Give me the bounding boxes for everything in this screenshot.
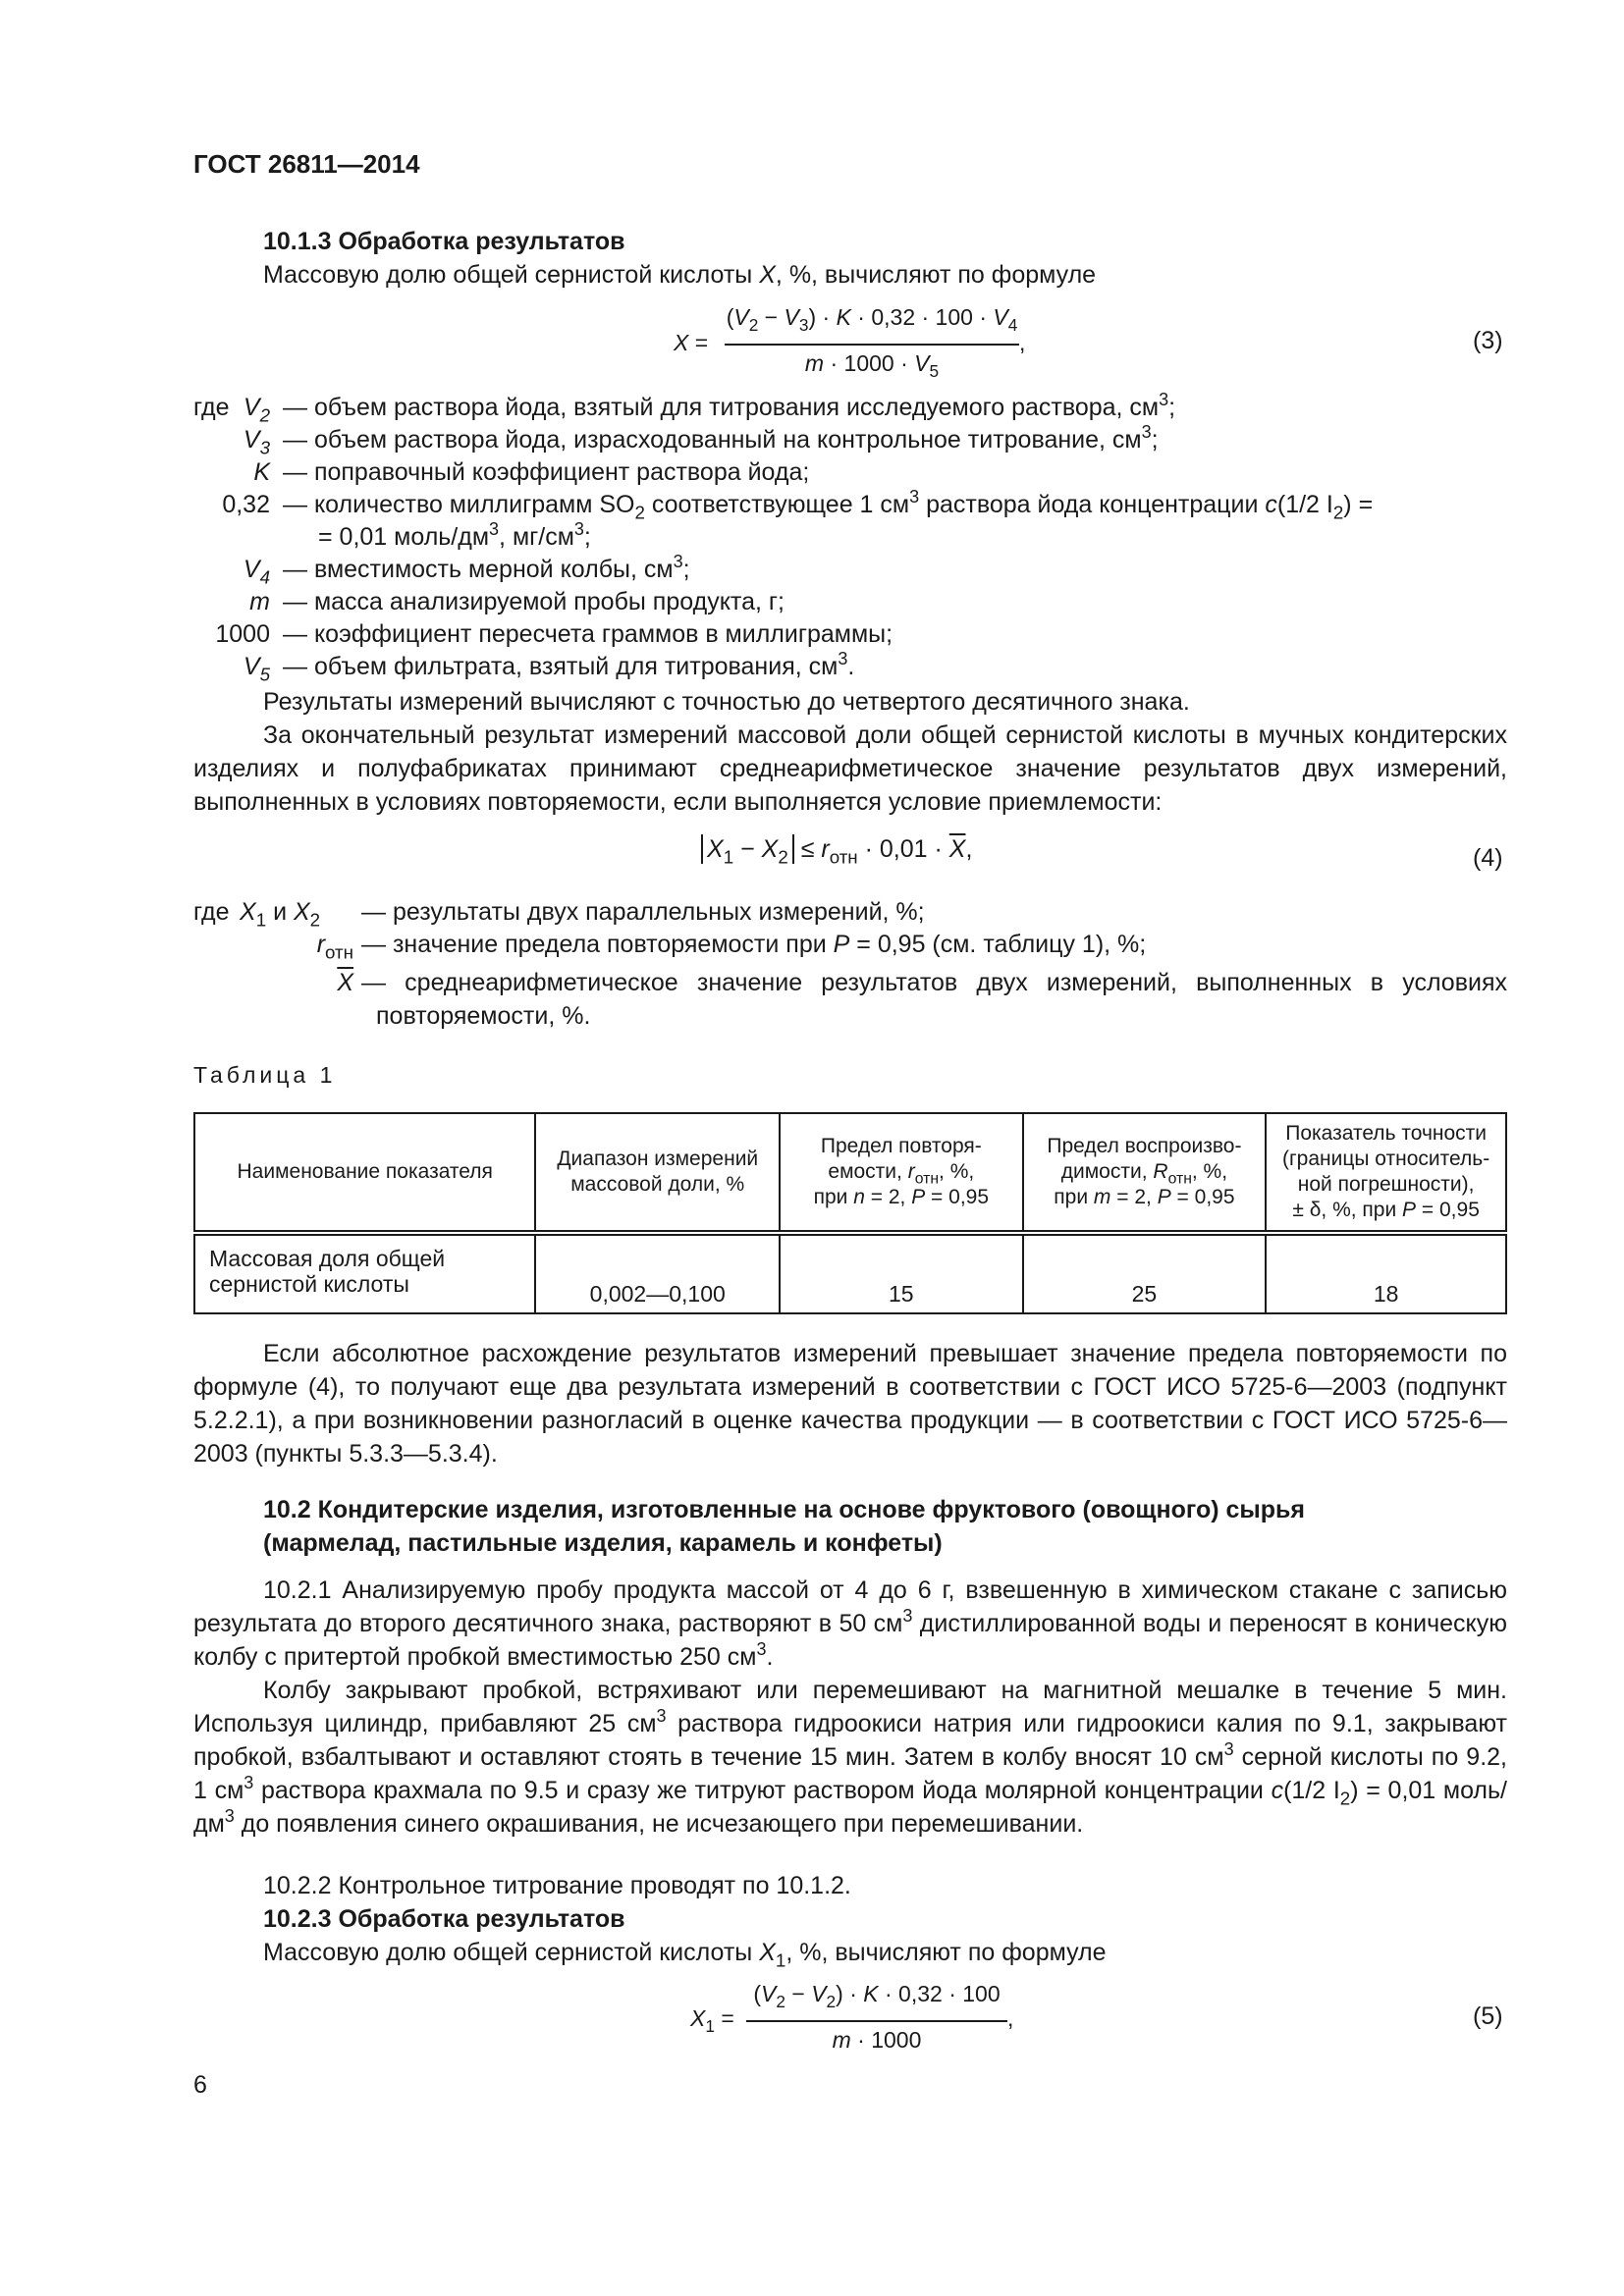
legend-item: — значение предела повторяемости при P = 0,95 (см. таблицу 1), %; (361, 931, 1147, 958)
section-heading-10-2: 10.2 Кондитерские изделия, изготовленные на основе фруктового (овощного) сырья (263, 1496, 1305, 1523)
table-row (194, 1233, 1506, 1313)
results-table (193, 1112, 1507, 1314)
legend-item: — результаты двух параллельных измерений, %; (361, 898, 925, 926)
where-word-4: где (193, 898, 230, 926)
page-number: 6 (193, 2071, 207, 2099)
equation-number-4: (4) (1473, 844, 1503, 872)
paragraph-shaking: Колбу закрывают пробкой, встряхивают или перемешивают на магнитной мешалке в течение 5 мин. Используя цилиндр, прибавляют 25 $см^3$ раствора гидроокиси натрия или гидроокиси калия по 9.1, закрывают пробкой, взбалтывают и оставляют стоять в течение 15 мин. Затем в колбу вносят 10 $см^3$ серной кислоты по 9.2, 1 $см^3$ раствора крахмала по 9.5 и сразу же титруют раствором йода молярной концентрации c(1/2 $I_2) = 0,01$ моль/$дм^3$ до появления синего окрашивания, не исчезающего при перемешивании. (193, 1677, 1507, 1838)
section-heading-10-1-3: 10.1.3 Обработка результатов (263, 228, 625, 255)
legend-item: — объем раствора йода, израсходованный на контрольное титрование, $см^3$; (283, 422, 1159, 454)
table-cell-repeatability: 15 (780, 1233, 1023, 1313)
legend-item: — объем раствора йода, взятый для титрования исследуемого раствора, $см^3$; (283, 390, 1176, 421)
legend-symbol: $\overline{X}$ (337, 969, 353, 996)
section-heading-10-2-3: 10.2.3 Обработка результатов (263, 1905, 625, 1933)
legend-item-continuation: = 0,01 моль/$дм^3$, $мг/см^3$; (318, 519, 591, 551)
legend-item: — среднеарифметическое значение результатов двух измерений, выполненных в условиях (361, 969, 1507, 996)
formula-5-intro: Массовую долю общей сернистой кислоты $X_1$, %, вычисляют по формуле (263, 1939, 1107, 1971)
table-cell-accuracy: 18 (1266, 1233, 1506, 1313)
legend-symbol: $V_5$ (243, 653, 270, 685)
legend-symbol: $V_2$ (243, 394, 270, 426)
paragraph-10-2-2: 10.2.2 Контрольное титрование проводят по 10.1.2. (263, 1872, 851, 1899)
table-header-row (194, 1113, 1506, 1233)
legend-item: — количество миллиграмм $SO_2$ соответствующее 1 $см^3$ раствора йода концентрации c(1/2 $I_2$) = (283, 487, 1374, 523)
table-cell-name: Массовая доля общей сернистой кислоты (194, 1233, 535, 1313)
legend-item: — объем фильтрата, взятый для титрования, $см^3$. (283, 649, 855, 680)
legend-symbol: $X_1$ и $X_2$ (240, 898, 321, 931)
final-result-paragraph: За окончательный результат измерений массовой доли общей сернистой кислоты в мучных кондитерских изделиях и полуфабрикатах принимают среднеарифметическое значение результатов двух измерений, выполненных в условиях повторяемости, если выполняется условие приемлемости: (193, 721, 1507, 816)
legend-symbol: 0,32 (222, 491, 270, 518)
column-header: Показатель точности (границы относитель- ной погрешности), ± δ, %, при P = 0,95 (1266, 1113, 1506, 1233)
column-header: Предел повторя- емости, $r_{отн}$, %, при n = 2, P = 0,95 (780, 1113, 1023, 1233)
equation-number-3: (3) (1473, 327, 1503, 354)
legend-item: — масса анализируемой пробы продукта, г; (283, 588, 785, 615)
table-caption: Таблица 1 (193, 1062, 337, 1088)
legend-item-continuation: повторяемости, %. (376, 1002, 591, 1030)
table-cell-range: 0,002—0,100 (535, 1233, 780, 1313)
equation-number-5: (5) (1473, 2002, 1503, 2030)
legend-item: — вместимость мерной колбы, $см^3$; (283, 552, 690, 583)
accuracy-paragraph: Результаты измерений вычисляют с точностью до четвертого десятичного знака. (263, 688, 1190, 716)
legend-symbol: $V_3$ (243, 426, 270, 458)
divergence-paragraph: Если абсолютное расхождение результатов измерений превышает значение предела повторяемости по формуле (4), то получают еще два результата измерений в соответствии с ГОСТ ИСО 5725-6—2003 (подпункт 5.2.2.1), а при возникновении разногласий в оценке качества продукции — в соответствии с ГОСТ ИСО 5725-6—2003 (пункты 5.3.3—5.3.4). (193, 1340, 1507, 1468)
legend-symbol: K (253, 458, 270, 486)
column-header: Наименование показателя (194, 1113, 535, 1233)
document-page: ГОСТ 26811—2014 10.1.3 Обработка результатов Массовую долю общей сернистой кислоты X, %, вычисляют по формуле X = $(V_2 - V_3) \cdot K \cdot 0,32 \cdot 100 \cdot V_4$ $m \cdot 1000 \cdot V_5$ , (3) где $V_2$ — объем раствора йода, взятый для титрования исследуемого раствора, $см^3$; $V_3$ — объем раствора йода, израсходованный на контрольное титрование, $см^3$; K — поправочный коэффициент раствора йода; 0,32 — количество миллиграмм $SO_2$ соответствующее 1 $см^3$ раствора йода концентрации c(1/2 $I_2$) = = 0,01 моль/$дм^3$, $мг/см^3$; $V_4$ — вместимость мерной колбы, $см^3$; m — масса анализируемой пробы продукта, г; 1000 — коэффициент пересчета граммов в миллиграммы; $V_5$ — объем фильтрата, взятый для титрования, $см^3$. Результаты измерений вычисляют с точностью до четвертого десятичного знака. За окончательный результат измерений массовой доли общей сернистой кислоты в мучных кондитерских изделиях и полуфабрикатах принимают среднеарифметическое значение результатов двух измерений, выполненных в условиях повторяемости, если выполняется условие приемлемости: $X_1 - X_2 \le r_{отн} \cdot 0,01 \cdot \overline{X}$, (4) где $X_1$ и $X_2$ — результаты двух параллельных измерений, %; $r_{отн}$ — значение предела повторяемости при P = 0,95 (см. таблицу 1), %; $\overline{X}$ — среднеарифметическое значение результатов двух измерений, выполненных в условиях повторяемости, %. Таблица 1 Наименование показателя Диапазон измерений массовой доли, % Предел повторя- емости, $r_{отн}$, %, при n = 2, P = 0,95 Предел воспроизво- димости, $R_{отн}$, %, при m = 2, P = 0,95 Показатель точности (границы относитель- ной погрешности), ± δ, %, при P = 0,95 Массовая доля общей сернистой кислоты 0,002—0,100 15 25 18 Если абсолютное расхождение результатов измерений превышает значение предела повторяемости по формуле (4), то получают еще два результата измерений в соответствии с ГОСТ ИСО 5725-6—2003 (подпункт 5.2.2.1), а при возникновении разногласий в оценке качества продукции — в соответствии с ГОСТ ИСО 5725-6—2003 (пункты 5.3.3—5.3.4). 10.2 Кондитерские изделия, изготовленные на основе фруктового (овощного) сырья (мармелад, пастильные изделия, карамель и конфеты) 10.2.1 Анализируемую пробу продукта массой от 4 до 6 г, взвешенную в химическом стакане с записью результата до второго десятичного знака, растворяют в 50 $см^3$ дистиллированной воды и переносят в коническую колбу с притертой пробкой вместимостью 250 $см^3$. Колбу закрывают пробкой, встряхивают или перемешивают на магнитной мешалке в течение 5 мин. Используя цилиндр, прибавляют 25 $см^3$ раствора гидроокиси натрия или гидроокиси калия по 9.1, закрывают пробкой, взбалтывают и оставляют стоять в течение 15 мин. Затем в колбу вносят 10 $см^3$ серной кислоты по 9.2, 1 $см^3$ раствора крахмала по 9.5 и сразу же титруют раствором йода молярной концентрации c(1/2 $I_2) = 0,01$ моль/$дм^3$ до появления синего окрашивания, не исчезающего при перемешивании. 10.2.2 Контрольное титрование проводят по 10.1.2. 10.2.3 Обработка результатов Массовую долю общей сернистой кислоты $X_1$, %, вычисляют по формуле $X_1$ = $(V_2 - V_2) \cdot K \cdot 0,32 \cdot 100$ m · 1000 , (5) 6 (193, 149, 1508, 2099)
where-word: где (193, 394, 230, 421)
paragraph-10-2-1: 10.2.1 Анализируемую пробу продукта массой от 4 до 6 г, взвешенную в химическом стакане с записью результата до второго десятичного знака, растворяют в 50 $см^3$ дистиллированной воды и переносят в коническую колбу с притертой пробкой вместимостью 250 $см^3$. (193, 1576, 1508, 1671)
document-header: ГОСТ 26811—2014 (193, 149, 420, 179)
legend-symbol: m (249, 588, 270, 615)
legend-symbol: 1000 (215, 620, 270, 648)
formula-intro: Массовую долю общей сернистой кислоты X, %, вычисляют по формуле (263, 261, 1097, 289)
column-header: Предел воспроизво- димости, $R_{отн}$, %, при m = 2, P = 0,95 (1023, 1113, 1267, 1233)
legend-symbol: $r_{отн}$ (316, 931, 353, 963)
legend-item: — поправочный коэффициент раствора йода; (283, 458, 810, 486)
legend-symbol: $V_4$ (243, 556, 270, 588)
legend-item: — коэффициент пересчета граммов в миллиграммы; (283, 620, 893, 648)
section-heading-10-2-cont: (мармелад, пастильные изделия, карамель и конфеты) (263, 1529, 943, 1557)
table-cell-reproducibility: 25 (1023, 1233, 1267, 1313)
column-header: Диапазон измерений массовой доли, % (535, 1113, 780, 1233)
